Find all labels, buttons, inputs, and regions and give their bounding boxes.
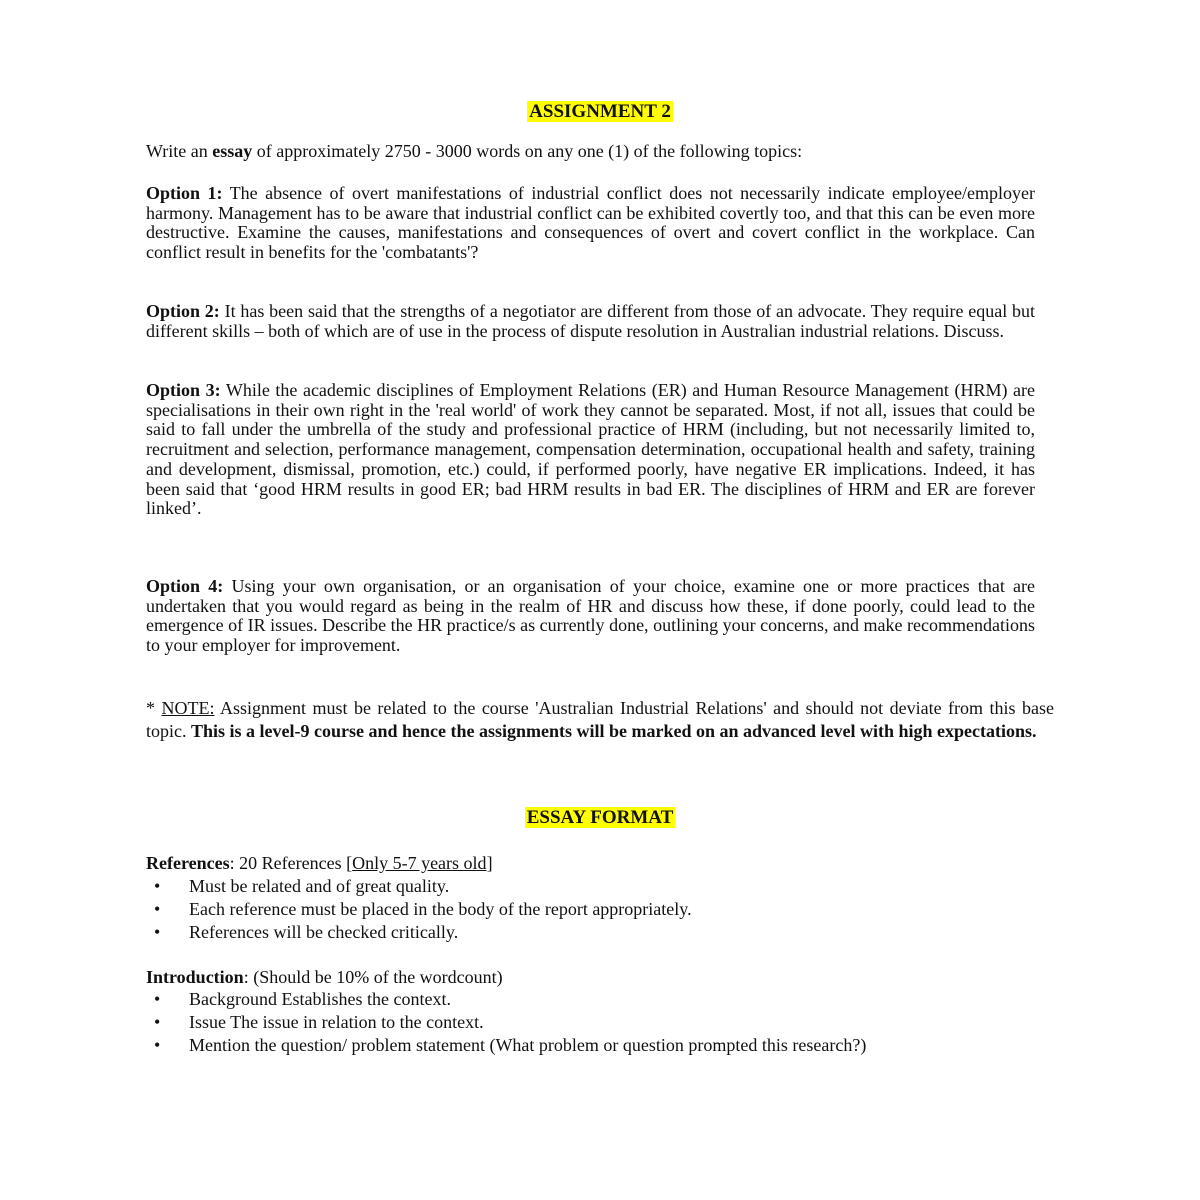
intro-pre: Write an [146,141,213,161]
note-bold: This is a level-9 course and hence the assignments will be marked on an advanced level with high expectations. [191,720,1037,741]
note-label: NOTE: [161,698,215,718]
option-3-text: While the academic disciplines of Employment Relations (ER) and Human Resource Management (HRM) are specialisations in their own right in the 'real world' of work they cannot be separated. Most, if not all, issues that could be said to fall under the umbrella of the study and professional practice of HRM (including, but not necessarily limited to, recruitment and selection, performance management, compensation determination, occupational health and safety, training and development, dismissal, promotion, etc.) could, if performed poorly, have negative ER implications. Indeed, it has been said that ‘good HRM results in good ER; bad HRM results in bad ER. The disciplines of HRM and ER are forever linked’. [146,380,1036,519]
list-item [146,898,1054,921]
bullet-icon: • [154,1011,161,1032]
option-1-label: Option 1: [146,183,223,203]
bullet-icon: • [154,1034,161,1055]
option-1-text: The absence of overt manifestations of industrial conflict does not necessarily indicate employee/employer harmony. Management has to be aware that industrial conflict can be exhibited covertly too, and that this can be even more destructive. Examine the causes, manifestations and consequences of overt and covert conflict in the workplace. Can conflict result in benefits for the 'combatants'? [146,183,1035,263]
introduction-label: Introduction [146,967,244,987]
list-item-text: Issue The issue in relation to the context. [189,1011,484,1032]
references-bullet-list [146,875,1054,943]
introduction-heading [146,966,503,988]
references-post: ] [486,853,493,873]
intro-bold: essay [212,141,253,161]
note-prefix: * [146,698,162,718]
option-4 [146,577,1035,656]
references-underlined: Only 5-7 years old [352,853,487,873]
list-item [146,1011,1054,1034]
bullet-icon: • [154,898,161,919]
references-pre: : 20 References [ [229,853,353,873]
option-4-text: Using your own organisation, or an organisation of your choice, examine one or more practices that are undertaken that you would regard as being in the realm of HR and discuss how these, if done poorly, could lead to the emergence of IR issues. Describe the HR practice/s as currently done, outlining your concerns, and make recommendations to your employer for improvement. [146,576,1036,656]
option-2 [146,302,1035,341]
bullet-icon: • [154,921,161,942]
option-4-label: Option 4: [146,576,224,596]
list-item-text: References will be checked critically. [189,921,459,942]
list-item-text: Each reference must be placed in the body of the report appropriately. [189,898,692,919]
introduction-bullet-list [146,988,1054,1056]
bullet-icon: • [154,876,161,896]
list-item [146,1034,1054,1057]
format-title-row [0,807,1200,829]
list-item-text: Must be related and of great quality. [189,876,450,896]
format-title: ESSAY FORMAT [526,807,674,828]
list-item [146,921,1054,944]
note-paragraph [146,697,1054,742]
option-1 [146,184,1035,263]
references-label: References [146,853,230,873]
references-heading [146,852,493,874]
introduction-text: : (Should be 10% of the wordcount) [243,967,503,987]
assignment-title-row [0,101,1200,123]
assignment-title: ASSIGNMENT 2 [529,101,671,122]
option-3-label: Option 3: [146,380,221,400]
list-item-text: Mention the question/ problem statement (What problem or question prompted this research?) [189,1034,867,1055]
option-2-label: Option 2: [146,301,220,321]
list-item [146,988,1054,1011]
list-item [146,875,1054,898]
intro-post: of approximately 2750 - 3000 words on any one (1) of the following topics: [252,141,803,161]
note-text: Assignment must be related to the course 'Australian Industrial Relations' and should not deviate from this base topic. [146,698,1054,741]
list-item-text: Background Establishes the context. [189,989,451,1009]
option-2-text: It has been said that the strengths of a negotiator are different from those of an advocate. They require equal but different skills – both of which are of use in the process of dispute resolution in Australian industrial relations. Discuss. [146,301,1035,341]
intro-line [146,142,1046,162]
bullet-icon: • [154,989,161,1009]
option-3 [146,381,1035,519]
